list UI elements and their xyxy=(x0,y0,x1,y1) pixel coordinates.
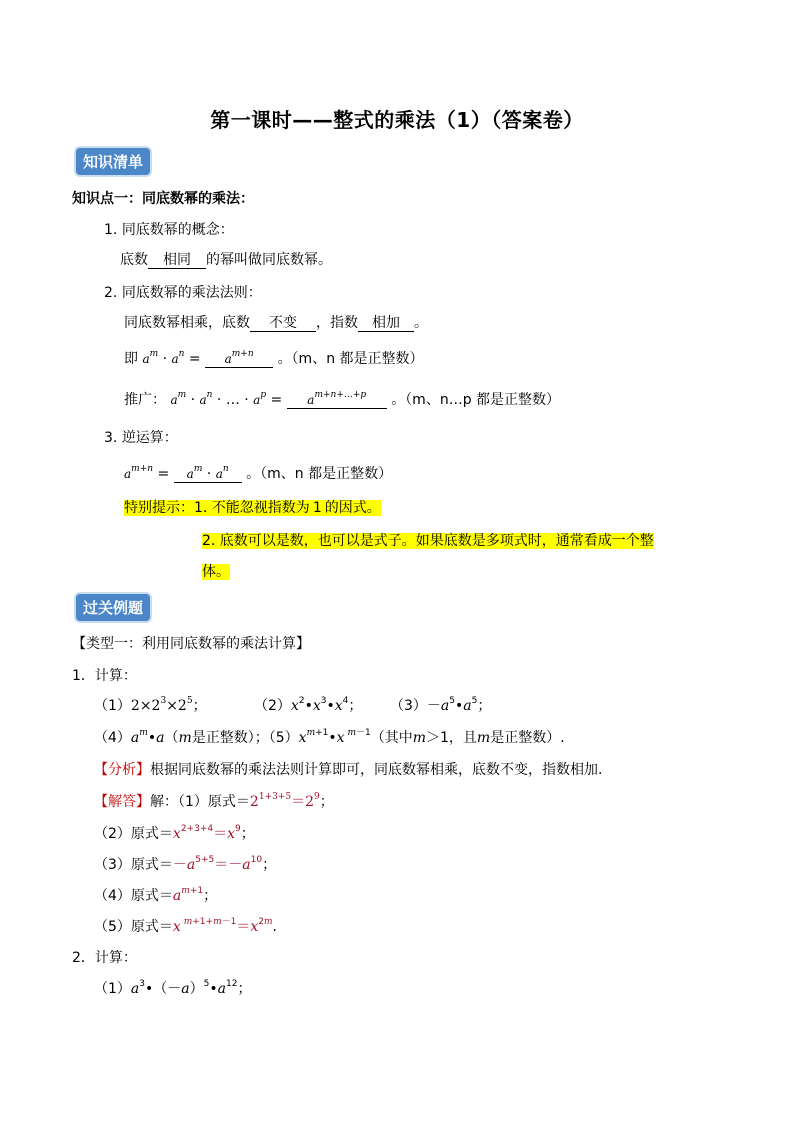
q1-part2: $(2)x^2•x^3•x^4$； xyxy=(254,696,363,714)
q2-part1: $(1)a^3•(-a)^5•a^{12}$； xyxy=(94,979,252,997)
tip-label: 特别提示： xyxy=(124,500,194,516)
item1-title: 1. 同底数幂的概念： xyxy=(104,222,234,238)
answer-line3: （3）原式$=-a^{5+5}=-a^{10}$； xyxy=(94,855,277,873)
item3-formula: $a^{m+n} = a^m \cdot a^n$ 。（m、n 都是正整数） xyxy=(124,464,393,482)
point1-heading: 知识点一：同底数幂的乘法： xyxy=(72,191,254,207)
item1-definition: 底数 相同 的幂叫做同底数幂。 xyxy=(120,252,332,268)
type1-heading: 【类型一：利用同底数幂的乘法计算】 xyxy=(72,636,310,652)
q1-part4-5: $(4)a^m•a(m$是正整数）；$(5)x^{m+1}•x$ $^{m-1}$（其中m＞1，且m是正整数）. xyxy=(94,728,565,746)
q1-part3: $(3)-a^5•a^5$； xyxy=(390,696,492,714)
extension-answer: $a^{m+n+\dots+p}$ xyxy=(287,393,387,409)
analysis-line: 【分析】根据同底数幂的乘法法则计算即可，同底数幂相乘，底数不变，指数相加. xyxy=(94,762,603,778)
answer-line2: （2）原式$=x^{2+3+4}=x^9$； xyxy=(94,824,255,842)
blank-same: 相同 xyxy=(148,253,206,269)
item3-title: 3. 逆运算： xyxy=(104,430,178,446)
item2-title: 2. 同底数幂的乘法法则： xyxy=(104,285,262,301)
page-title: 第一课时——整式的乘法（1）（答案卷） xyxy=(210,108,584,132)
formula-answer: $a^{m+n}$ xyxy=(205,352,273,368)
inverse-answer: $a^m \cdot a^n$ xyxy=(174,467,242,483)
tip-line2: 2. 底数可以是数，也可以是式子。如果底数是多项式时，通常看成一个整 xyxy=(202,533,654,549)
answer-line5: （5）原式＝x $^{m+1+m-1}=x^{2m}$. xyxy=(94,917,277,935)
blank-add: 相加 xyxy=(358,316,414,332)
answer-tag: 【解答】 xyxy=(94,794,150,810)
blank-unchanged: 不变 xyxy=(250,316,316,332)
tip-line3: 体。 xyxy=(202,564,230,580)
q2-label: 2．计算： xyxy=(72,950,137,966)
q1-part1: $(1)2\times 2^3\times 2^5$； xyxy=(94,696,207,714)
tip-line1: 特别提示：1. 不能忽视指数为 1 的因式。 xyxy=(124,500,381,516)
item2-rule: 同底数幂相乘，底数 不变 ，指数 相加 。 xyxy=(124,315,428,331)
section-tag-examples: 过关例题 xyxy=(76,594,150,621)
item2-extension: 推广： $a^m \cdot a^n$ · … · $a^p = a^{m+n+\dots+p}$ 。（m、n…p 都是正整数） xyxy=(124,390,561,408)
item2-formula: 即 $a^m \cdot a^n = a^{m+n}$ 。（m、n 都是正整数） xyxy=(124,349,424,367)
answer-line4: （4）原式$=a^{m+1}$； xyxy=(94,886,218,904)
q1-label: 1．计算： xyxy=(72,668,137,684)
analysis-tag: 【分析】 xyxy=(94,762,150,778)
answer-line1: 【解答】解：（1）原式$=2^{1+3+5}=2^9$； xyxy=(94,792,334,810)
section-tag-knowledge: 知识清单 xyxy=(76,148,150,175)
